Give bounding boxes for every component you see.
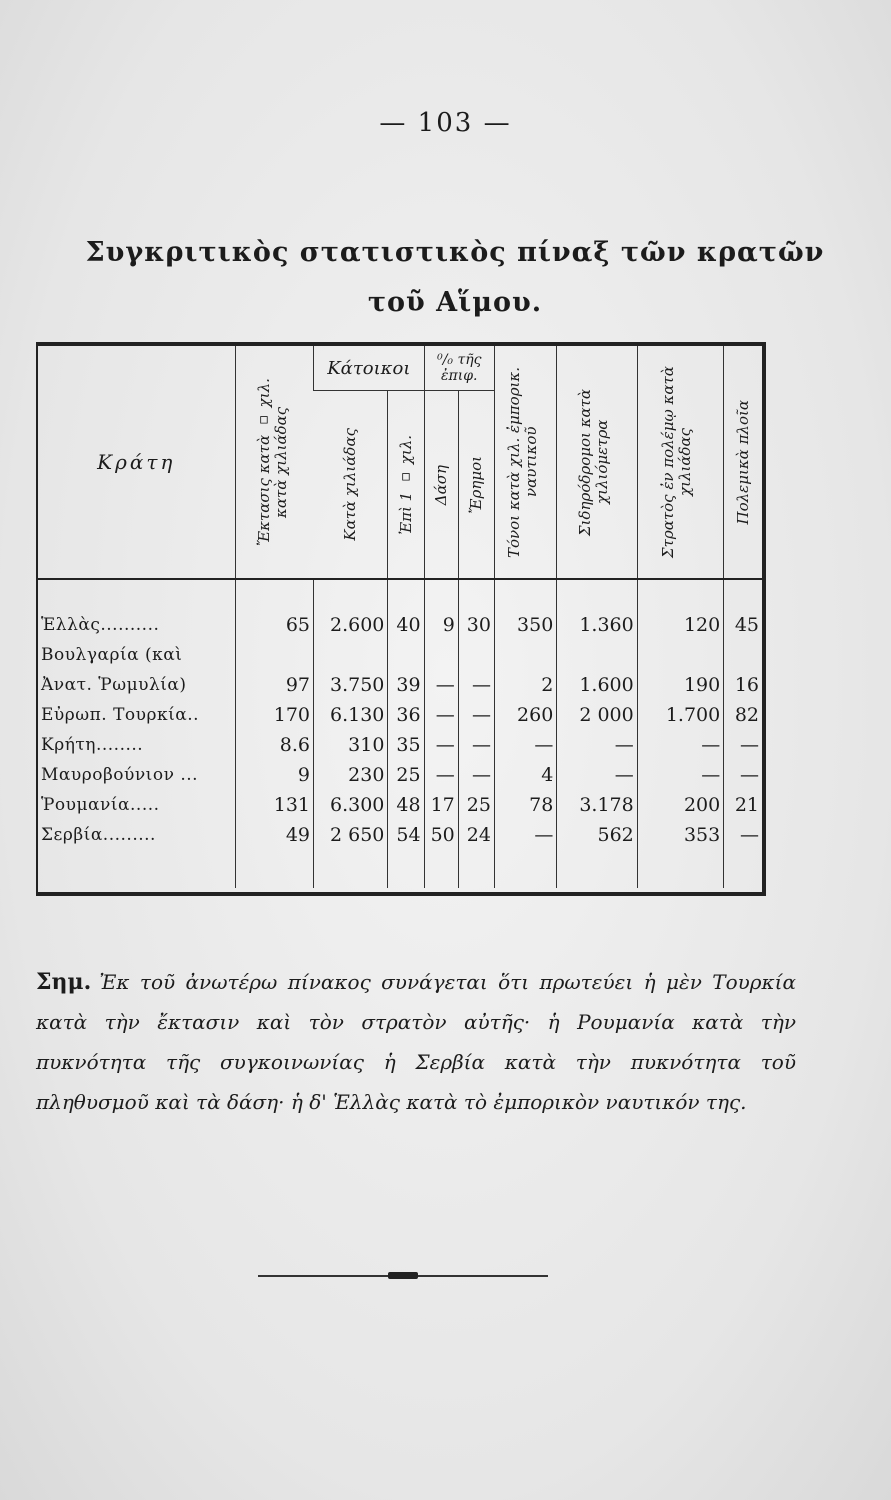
table-cell: 65 [235, 610, 313, 640]
footnote [36, 962, 796, 1122]
table-cell: 1.700 [637, 700, 723, 730]
table-cell: — [494, 820, 556, 850]
table-cell [424, 640, 458, 670]
table-cell: 1.360 [557, 610, 637, 640]
header-tonnage: Τόνοι κατὰ χιλ. ἐμπορικ. ναυτικοῦ [494, 346, 556, 579]
table-cell [637, 579, 723, 610]
table-cell: 3.178 [557, 790, 637, 820]
table-cell [557, 579, 637, 610]
table-cell: — [424, 700, 458, 730]
table-cell: 8.6 [235, 730, 313, 760]
table-cell: 40 [388, 610, 424, 640]
table-cell: 24 [458, 820, 494, 850]
table-cell: Βουλγαρία (καὶ [41, 645, 183, 665]
table-cell: 16 [724, 670, 762, 700]
table-cell: — [637, 730, 723, 760]
header-railways: Σιδηρόδρομοι κατὰ χιλιόμετρα [557, 346, 637, 579]
table-cell: — [724, 760, 762, 790]
table-cell: — [724, 730, 762, 760]
header-forests: Δάση [424, 391, 458, 579]
table-cell: — [557, 730, 637, 760]
table-row [38, 820, 762, 850]
table-cell: 82 [724, 700, 762, 730]
table-cell: 97 [235, 670, 313, 700]
table-row [38, 670, 762, 700]
table-cell: 2 000 [557, 700, 637, 730]
table-cell: — [637, 760, 723, 790]
header-army: Στρατὸς ἐν πολέμῳ κατὰ χιλιάδας [637, 346, 723, 579]
table-cell: 21 [724, 790, 762, 820]
table-cell: Ῥουμανία..... [41, 795, 160, 815]
table-cell [458, 850, 494, 888]
table-row [38, 790, 762, 820]
table-cell: 17 [424, 790, 458, 820]
table-cell: — [494, 730, 556, 760]
table-cell [235, 640, 313, 670]
table-cell: 310 [314, 730, 388, 760]
table-cell [314, 850, 388, 888]
table-row [38, 610, 762, 640]
header-density: Ἐπὶ 1 ▫ χιλ. [388, 391, 424, 579]
header-warships: Πολεμικὰ πλοῖα [724, 346, 762, 579]
table-cell: 30 [458, 610, 494, 640]
table-cell [557, 850, 637, 888]
table-cell: Μαυροβούνιον ... [41, 765, 199, 785]
table-cell: 1.600 [557, 670, 637, 700]
table-cell: — [424, 760, 458, 790]
table-cell: 230 [314, 760, 388, 790]
table-cell: 6.300 [314, 790, 388, 820]
table-cell: 9 [235, 760, 313, 790]
table-cell: — [724, 820, 762, 850]
table-cell: 353 [637, 820, 723, 850]
table-cell: 170 [235, 700, 313, 730]
table-cell [424, 850, 458, 888]
statistics-table-frame [36, 342, 766, 896]
table-cell: 78 [494, 790, 556, 820]
table-cell: — [557, 760, 637, 790]
table-cell: Σερβία......... [41, 825, 156, 845]
table-cell [458, 579, 494, 610]
ornamental-rule-center [388, 1272, 418, 1279]
table-cell: Κρήτη........ [41, 735, 144, 755]
table-cell: 190 [637, 670, 723, 700]
table-cell: 50 [424, 820, 458, 850]
table-cell [458, 640, 494, 670]
header-inhabitants: Κάτοικοι [314, 346, 425, 391]
table-cell: 200 [637, 790, 723, 820]
table-row [38, 730, 762, 760]
table-cell: 2 [494, 670, 556, 700]
table-cell [38, 579, 235, 610]
table-cell: Εὐρωπ. Τουρκία.. [41, 705, 200, 725]
table-cell: 4 [494, 760, 556, 790]
header-percent-surface: ⁰/₀ τῆς ἐπιφ. [424, 346, 494, 391]
title-line-1: Συγκριτικὸς στατιστικὸς πίναξ τῶν κρατῶν [85, 237, 825, 268]
table-cell: 3.750 [314, 670, 388, 700]
table-cell: 25 [458, 790, 494, 820]
table-cell: 2.600 [314, 610, 388, 640]
statistics-table [38, 346, 762, 888]
table-row [38, 640, 762, 670]
table-cell: — [458, 670, 494, 700]
table-cell: — [424, 730, 458, 760]
table-cell: 350 [494, 610, 556, 640]
table-cell: 25 [388, 760, 424, 790]
table-cell [637, 640, 723, 670]
table-cell: 36 [388, 700, 424, 730]
table-cell [235, 850, 313, 888]
table-cell: 49 [235, 820, 313, 850]
table-cell: 2 650 [314, 820, 388, 850]
table-cell: 45 [724, 610, 762, 640]
table-cell [388, 579, 424, 610]
table-row [38, 700, 762, 730]
table-cell: — [458, 760, 494, 790]
table-cell: 131 [235, 790, 313, 820]
table-cell: Ἀνατ. Ῥωμυλία) [41, 675, 187, 695]
table-cell [494, 579, 556, 610]
table-cell: 35 [388, 730, 424, 760]
page-number: — 103 — [379, 108, 512, 138]
table-cell: 562 [557, 820, 637, 850]
footnote-text: Ἐκ τοῦ ἀνωτέρω πίνακος συνάγεται ὅτι πρωτεύει ἡ μὲν Τουρκία κατὰ τὴν ἔκτασιν καὶ τὸν στρατὸν αὐτῆς· ἡ Ρουμανία κατὰ τὴν πυκνότητα τῆς συγκοινωνίας ἡ Σερβία κατὰ τὴν πυκνότητα τοῦ πληθυσμοῦ καὶ τὰ δάση· ἡ δ' Ἑλλὰς κατὰ τὸ ἐμπορικὸν ναυτικόν της. [36, 970, 796, 1114]
table-cell [494, 640, 556, 670]
table-cell [637, 850, 723, 888]
table-cell: 9 [424, 610, 458, 640]
table-cell: 48 [388, 790, 424, 820]
table-cell [314, 579, 388, 610]
table-cell: 120 [637, 610, 723, 640]
table-cell [388, 640, 424, 670]
table-cell [38, 850, 235, 888]
table-cell: — [458, 700, 494, 730]
table-cell [388, 850, 424, 888]
table-cell [424, 579, 458, 610]
table-cell [724, 579, 762, 610]
table-row [38, 760, 762, 790]
header-inhabitants-thousands: Κατὰ χιλιάδας [340, 428, 359, 542]
table-cell [235, 579, 313, 610]
footnote-label: Σημ. [36, 969, 92, 995]
table-cell: — [458, 730, 494, 760]
title-line-2: τοῦ Αἵμου. [367, 287, 543, 318]
table-cell: 54 [388, 820, 424, 850]
table-cell: Ἑλλὰς.......... [41, 615, 160, 635]
table-cell: 6.130 [314, 700, 388, 730]
table-cell [314, 640, 388, 670]
table-cell: 260 [494, 700, 556, 730]
header-state: Κράτη [97, 450, 176, 474]
table-cell: 39 [388, 670, 424, 700]
table-cell [724, 640, 762, 670]
table-cell [557, 640, 637, 670]
header-wastes: Ἔρημοι [458, 391, 494, 579]
table-cell [494, 850, 556, 888]
table-cell [724, 850, 762, 888]
table-title [40, 228, 870, 328]
header-area: Ἔκτασις κατὰ ▫ χιλ. κατὰ χιλιάδας [235, 346, 313, 579]
table-cell: — [424, 670, 458, 700]
